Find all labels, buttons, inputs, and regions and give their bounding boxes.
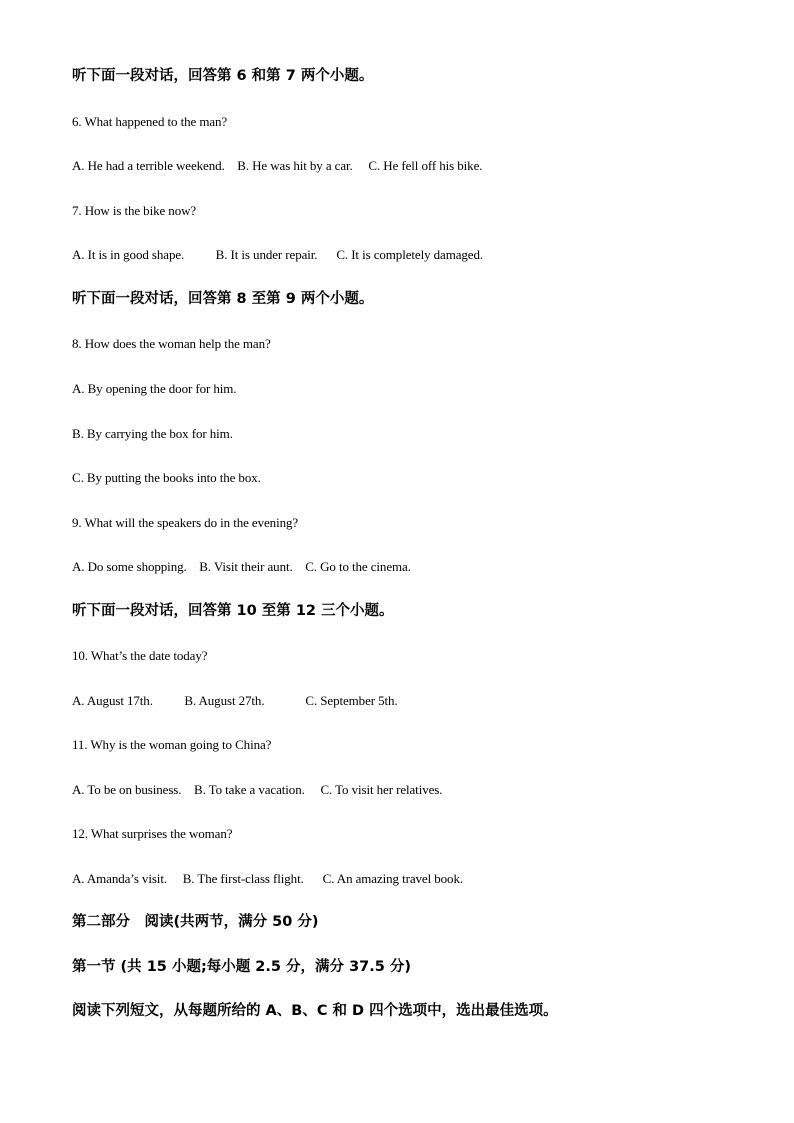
question-8: 8. How does the woman help the man?	[72, 336, 271, 351]
part-two-heading: 第二部分 阅读(共两节，满分 50 分)	[72, 914, 319, 930]
options-11: A. To be on business. B. To take a vacation. C. To visit her relatives.	[72, 782, 443, 797]
options-12: A. Amanda’s visit. B. The first-class flight. C. An amazing travel book.	[72, 871, 463, 886]
question-9: 9. What will the speakers do in the evening?	[72, 515, 299, 530]
section-heading-dialogue-6-7: 听下面一段对话，回答第 6 和第 7 两个小题。	[72, 68, 374, 84]
section-heading-dialogue-10-12: 听下面一段对话，回答第 10 至第 12 三个小题。	[72, 603, 394, 619]
section-one-heading: 第一节 (共 15 小题;每小题 2.5 分，满分 37.5 分)	[72, 959, 412, 975]
question-10: 10. What’s the date today?	[72, 648, 208, 663]
options-9: A. Do some shopping. B. Visit their aunt. C. Go to the cinema.	[72, 559, 411, 574]
option-8c: C. By putting the books into the box.	[72, 470, 261, 485]
reading-instructions: 阅读下列短文，从每题所给的 A、B、C 和 D 四个选项中，选出最佳选项。	[72, 1003, 558, 1019]
question-6: 6. What happened to the man?	[72, 114, 228, 129]
options-10: A. August 17th. B. August 27th. C. September 5th.	[72, 693, 398, 708]
option-8b: B. By carrying the box for him.	[72, 426, 233, 441]
section-heading-dialogue-8-9: 听下面一段对话，回答第 8 至第 9 两个小题。	[72, 291, 374, 307]
question-11: 11. Why is the woman going to China?	[72, 737, 272, 752]
question-7: 7. How is the bike now?	[72, 203, 197, 218]
options-6: A. He had a terrible weekend. B. He was hit by a car. C. He fell off his bike.	[72, 158, 483, 173]
options-7: A. It is in good shape. B. It is under repair. C. It is completely damaged.	[72, 247, 483, 262]
question-12: 12. What surprises the woman?	[72, 826, 233, 841]
option-8a: A. By opening the door for him.	[72, 381, 237, 396]
